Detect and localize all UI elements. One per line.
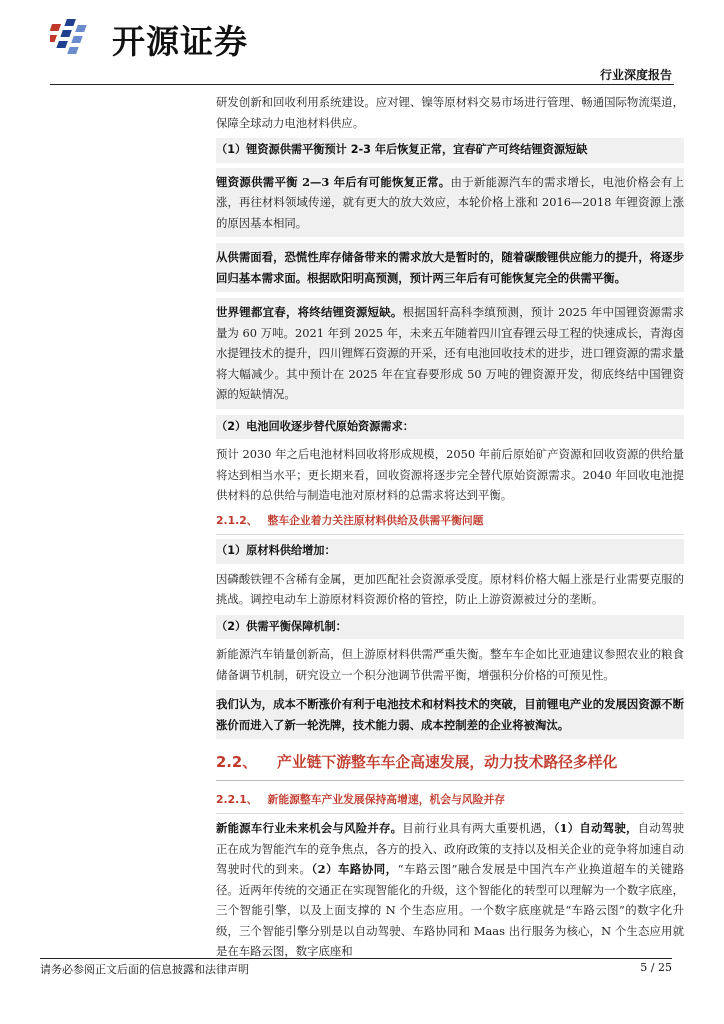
bold-phrase: （1）自动驾驶，	[553, 821, 638, 835]
section-title: 整车企业着力关注原材料供给及供需平衡问题	[267, 513, 484, 527]
paragraph-text: 目前行业具有两大重要机遇，	[402, 821, 554, 835]
paragraph	[216, 298, 684, 409]
paragraph	[216, 168, 684, 238]
section-title: 新能源整车产业发展保持高增速，机会与风险并存	[267, 792, 506, 806]
subheading: （2）供需平衡保障机制：	[216, 615, 684, 640]
logo-text: 开源证券	[112, 21, 248, 61]
bold-phrase: （2）车路协同，	[311, 862, 398, 876]
lead-sentence: 新能源车行业未来机会与风险并存。	[216, 821, 403, 835]
company-logo	[50, 16, 248, 62]
paragraph-text: 自动驾驶正在成为智能汽车的竞争焦点，各方的投入、政府政策的支持以及相关企业的竞争将加速自动驾驶时代的到来。	[216, 821, 684, 876]
paragraph: 研发创新和回收利用系统建设。应对锂、镍等原材料交易市场进行管理、畅通国际物流渠道，保障全球动力电池材料供应。	[216, 95, 684, 130]
paragraph: 因磷酸铁锂不含稀有金属，更加匹配社会资源承受度。原材料价格大幅上涨是行业需要克服的挑战。调控电动车上游原材料资源价格的管控，防止上游资源被过分的垄断。	[216, 571, 684, 606]
section-heading-2-1-2	[216, 506, 684, 536]
subheading: （1）锂资源供需平衡预计 2-3 年后恢复正常，宜春矿产可终结锂资源短缺	[216, 138, 684, 163]
paragraph	[216, 818, 684, 962]
paragraph-bold: 从供需面看，恐慌性库存储备带来的需求放大是暂时的，随着碳酸锂供应能力的提升，将逐步回归基本需求面。根据欧阳明高预测，预计两三年后有可能恢复完全的供需平衡。	[216, 243, 684, 292]
logo-mark-icon	[50, 16, 106, 62]
section-number: 2.2.1、	[216, 792, 258, 806]
section-heading-2-2	[216, 745, 684, 781]
paragraph: 新能源汽车销量创新高，但上游原材料供需严重失衡。整车车企如比亚迪建议参照农业的粮食储备调节机制，研究设立一个积分池调节供需平衡，增强积分价格的可预见性。	[216, 647, 684, 682]
conclusion-paragraph: 我们认为，成本不断涨价有利于电池技术和材料技术的突破，目前锂电产业的发展因资源不断涨价而进入了新一轮洗牌，技术能力弱、成本控制差的企业将被淘汰。	[216, 690, 684, 739]
report-type-label: 行业深度报告	[599, 68, 672, 82]
main-content	[216, 92, 684, 962]
paragraph: 预计 2030 年之后电池材料回收将形成规模，2050 年前后原始矿产资源和回收资源的供给量将达到相当水平；更长期来看，回收资源将逐步完全替代原始资源需求。2040 年回收电池提供材料的总供给与制造电池对原材料的总需求将达到平衡。	[216, 447, 684, 502]
paragraph-text: 由于新能源汽车的需求增长，电池价格会有上涨，再往材料领域传递，就有更大的放大效应，本轮价格上涨和 2016—2018 年锂资源上涨的原因基本相同。	[216, 174, 684, 230]
footer-disclaimer: 请务必参阅正文后面的信息披露和法律声明	[40, 963, 249, 976]
lead-sentence: 世界锂都宜春，将终结锂资源短缺。	[216, 305, 403, 319]
subheading: （2）电池回收逐步替代原始资源需求：	[216, 415, 684, 440]
subheading: （1）原材料供给增加：	[216, 539, 684, 564]
section-title: 产业链下游整车车企高速发展，动力技术路径多样化	[277, 754, 618, 771]
section-number: 2.2、	[216, 754, 258, 771]
lead-sentence: 锂资源供需平衡 2—3 年后有可能恢复正常。	[216, 174, 451, 189]
section-heading-2-2-1	[216, 785, 684, 815]
section-number: 2.1.2、	[216, 513, 258, 527]
header-divider	[50, 84, 674, 85]
paragraph-text: “车路云图”融合发展是中国汽车产业换道超车的关键路径。近两年传统的交通正在实现智能化的升级，这个智能化的转型可以理解为一个数字底座，三个智能引擎，以及上面支撑的 N 个生态应用。一个数字底座就是“车路云图”的数字化升级，三个智能引擎分别是以自动驾驶、车路协同和 Maas 出行服务为核心，N 个生态应用就是在车路云图，数字底座和	[216, 862, 684, 958]
page-number: 5 / 25	[640, 961, 672, 974]
paragraph-text: 根据国轩高科李缜预测，预计 2025 年中国锂资源需求量为 60 万吨。2021 年到 2025 年，未来五年随着四川宜春锂云母工程的快速成长，青海卤水提锂技术的提升，四川锂辉石资源的开采，还有电池回收技术的进步，进口锂资源的需求量将大幅减少。其中预计在 2025 年在宜春要形成 50 万吨的锂资源开发，彻底终结中国锂资源的短缺情况。	[216, 305, 684, 401]
footer-divider	[40, 958, 672, 959]
